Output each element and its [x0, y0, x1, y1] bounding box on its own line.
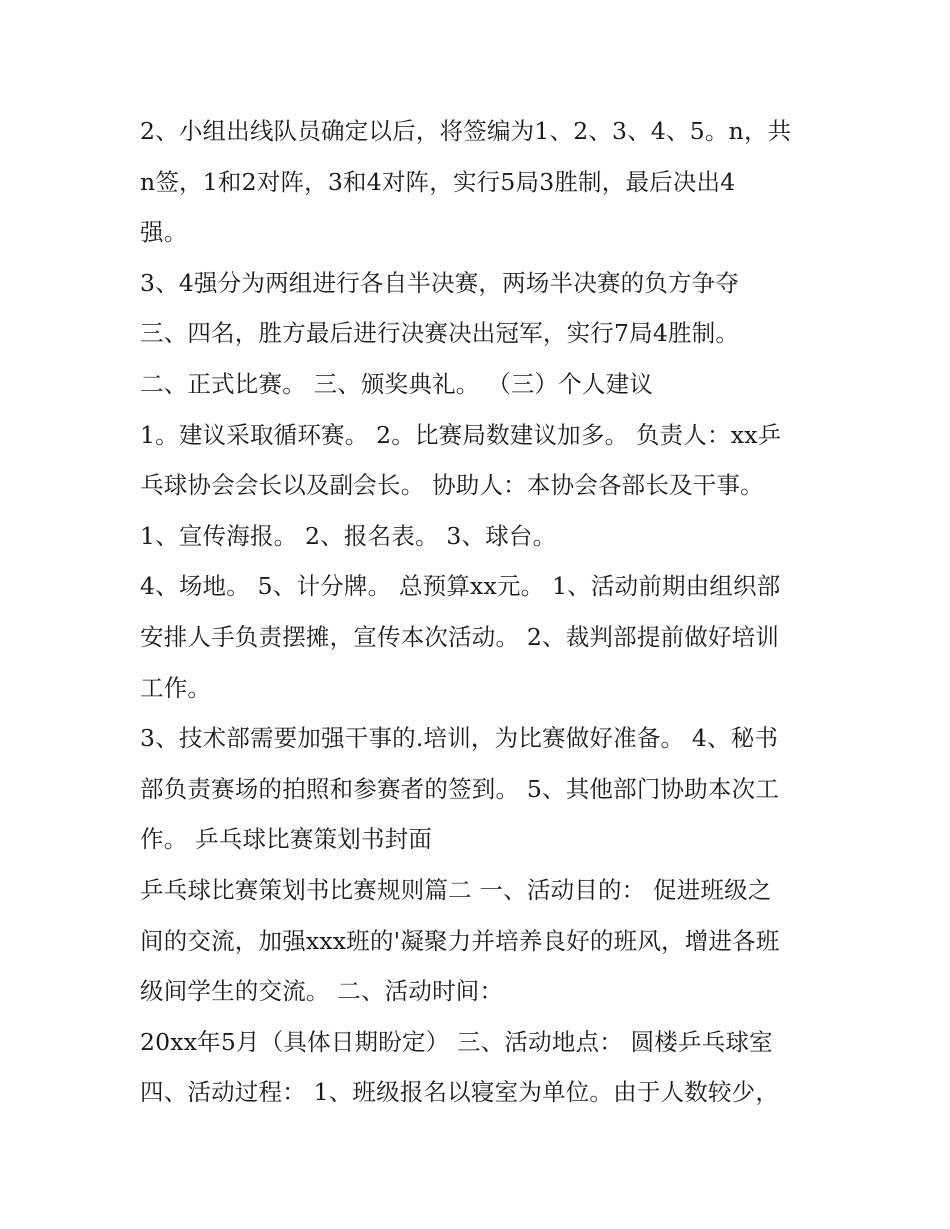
text-line: 1。建议采取循环赛。 2。比赛局数建议加多。 负责人：xx乒 — [140, 420, 782, 449]
text-line: 二、正式比赛。 三、颁奖典礼。 （三）个人建议 — [140, 369, 654, 398]
text-line: 工作。 — [140, 673, 212, 702]
text-line: 4、场地。 5、计分牌。 总预算xx元。 1、活动前期由组织部 — [140, 572, 781, 601]
text-line: 3、技术部需要加强干事的.培训，为比赛做好准备。 4、秘书 — [140, 724, 779, 753]
text-line: 20xx年5月（具体日期盼定） 三、活动地点： 圆楼乒乓球室 — [140, 1027, 773, 1056]
text-line: n签，1和2对阵，3和4对阵，实行5局3胜制，最后决出4 — [140, 167, 736, 196]
text-line: 乓球协会会长以及副会长。 协助人：本协会各部长及干事。 — [140, 471, 764, 500]
text-line: 1、宣传海报。 2、报名表。 3、球台。 — [140, 521, 557, 550]
text-line: 2、小组出线队员确定以后，将签编为1、2、3、4、5。n，共 — [140, 117, 792, 145]
text-line: 级间学生的交流。 二、活动时间： — [140, 977, 504, 1006]
text-line: 作。 乒乓球比赛策划书封面 — [140, 825, 433, 854]
text-line: 间的交流，加强xxx班的'凝聚力并培养良好的班风，增进各班 — [140, 926, 780, 955]
text-line: 部负责赛场的拍照和参赛者的签到。 5、其他部门协助本次工 — [140, 774, 780, 803]
text-line: 三、四名，胜方最后进行决赛决出冠军，实行7局4胜制。 — [140, 319, 740, 348]
text-line: 3、4强分为两组进行各自半决赛，两场半决赛的负方争夺 — [140, 268, 740, 297]
text-line: 乒乓球比赛策划书比赛规则篇二 一、活动目的： 促进班级之 — [140, 875, 772, 904]
text-line: 强。 — [140, 218, 188, 247]
text-line: 安排人手负责摆摊，宣传本次活动。 2、裁判部提前做好培训 — [140, 622, 780, 651]
text-line: 四、活动过程： 1、班级报名以寝室为单位。由于人数较少， — [140, 1078, 780, 1107]
document-body — [140, 106, 820, 1118]
